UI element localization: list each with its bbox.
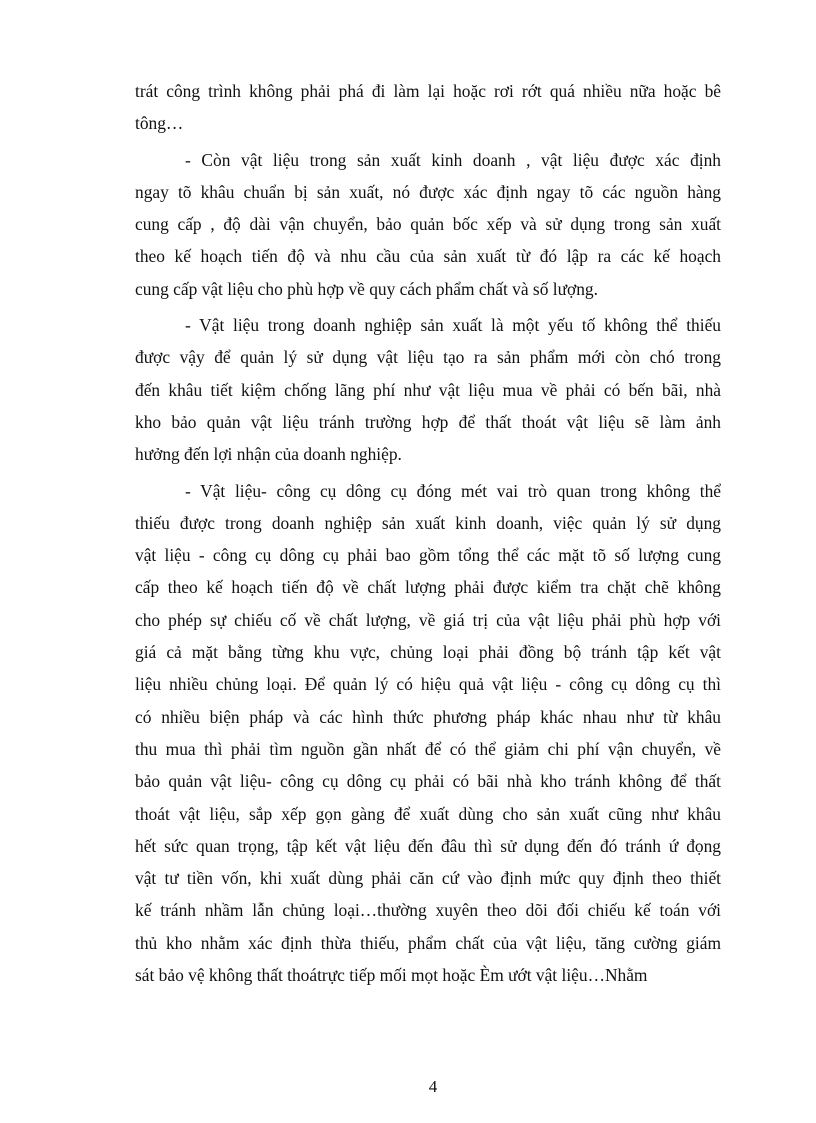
text-line: cho phép sự chiếu cố về chất lượng, về giá trị của vật liệu phải phù hợp với xyxy=(135,609,721,630)
text-line: đến khâu tiết kiệm chống lãng phí như vật liệu mua về phải có bến bãi, nhà xyxy=(135,379,721,400)
text-line: theo kế hoạch tiến độ và nhu cầu của sản xuất từ đó lập ra các kế hoạch xyxy=(135,246,721,267)
text-line: liệu nhiều chủng loại. Để quản lý có hiệu quả vật liệu - công cụ dông cụ thì xyxy=(135,674,721,695)
text-line: thu mua thì phải tìm nguồn gần nhất để có thể giảm chi phí vận chuyển, về xyxy=(135,738,721,759)
text-line: bảo quản vật liệu- công cụ dông cụ phải có bãi nhà kho tránh không để thất xyxy=(135,771,721,792)
text-line: kế tránh nhầm lẫn chủng loại…thường xuyên theo dõi đối chiếu kế toán với xyxy=(135,900,721,921)
text-line: có nhiều biện pháp và các hình thức phương pháp khác nhau như từ khâu xyxy=(135,706,721,727)
text-line: - Vật liệu trong doanh nghiệp sản xuất là một yếu tố không thể thiếu xyxy=(185,315,721,336)
text-line: kho bảo quản vật liệu tránh trường hợp để thất thoát vật liệu sẽ làm ảnh xyxy=(135,411,721,432)
text-line: giá cả mặt bằng từng khu vực, chủng loại phải đồng bộ tránh tập kết vật xyxy=(135,642,721,663)
text-line: tông… xyxy=(135,113,184,134)
text-line: sát bảo vệ không thất thoátrực tiếp mối mọt hoặc Èm ướt vật liệu…Nhằm xyxy=(135,965,648,986)
page-number: 4 xyxy=(428,1077,438,1096)
paragraph-materials-in-business xyxy=(135,144,721,305)
text-line: hưởng đến lợi nhận của doanh nghiệp. xyxy=(135,444,402,465)
text-line: vật liệu - công cụ dông cụ phải bao gồm tổng thể các mặt tõ số lượng cung xyxy=(135,545,721,566)
paragraph-materials-in-enterprise xyxy=(135,309,721,470)
text-line: vật tư tiền vốn, khi xuất dùng phải căn cứ vào định mức quy định theo thiết xyxy=(135,868,721,889)
text-line: - Vật liệu- công cụ dông cụ đóng mét vai trò quan trong không thể xyxy=(185,480,721,501)
text-line: thủ kho nhằm xác định thừa thiếu, phẩm chất của vật liệu, tăng cường giám xyxy=(135,932,721,953)
text-line: hết sức quan trọng, tập kết vật liệu đến đâu thì sử dụng đến đó tránh ứ đọng xyxy=(135,835,721,856)
body-text xyxy=(135,75,721,995)
text-line: cung cấp , độ dài vận chuyển, bảo quản bốc xếp và sử dụng trong sản xuất xyxy=(135,214,721,235)
text-line: cung cấp vật liệu cho phù hợp về quy cách phẩm chất và số lượng. xyxy=(135,278,598,299)
text-line: thiếu được trong doanh nghiệp sản xuất kinh doanh, việc quản lý sử dụng xyxy=(135,512,721,533)
text-line: ngay tõ khâu chuẩn bị sản xuất, nó được xác định ngay tõ các nguồn hàng xyxy=(135,181,721,202)
text-line: cấp theo kế hoạch tiến độ về chất lượng phải được kiểm tra chặt chẽ không xyxy=(135,577,721,598)
text-line: trát công trình không phải phá đi làm lại hoặc rơi rớt quá nhiều nữa hoặc bê xyxy=(135,81,721,101)
text-line: thoát vật liệu, sắp xếp gọn gàng để xuất dùng cho sản xuất cũng như khâu xyxy=(135,803,721,824)
text-line: được vậy để quản lý sử dụng vật liệu tạo ra sản phẩm mới còn chó trong xyxy=(135,347,721,368)
paragraph-continuation xyxy=(135,75,721,140)
text-line: - Còn vật liệu trong sản xuất kinh doanh , vật liệu được xác định xyxy=(185,149,721,170)
paragraph-materials-tools-role xyxy=(135,475,721,992)
